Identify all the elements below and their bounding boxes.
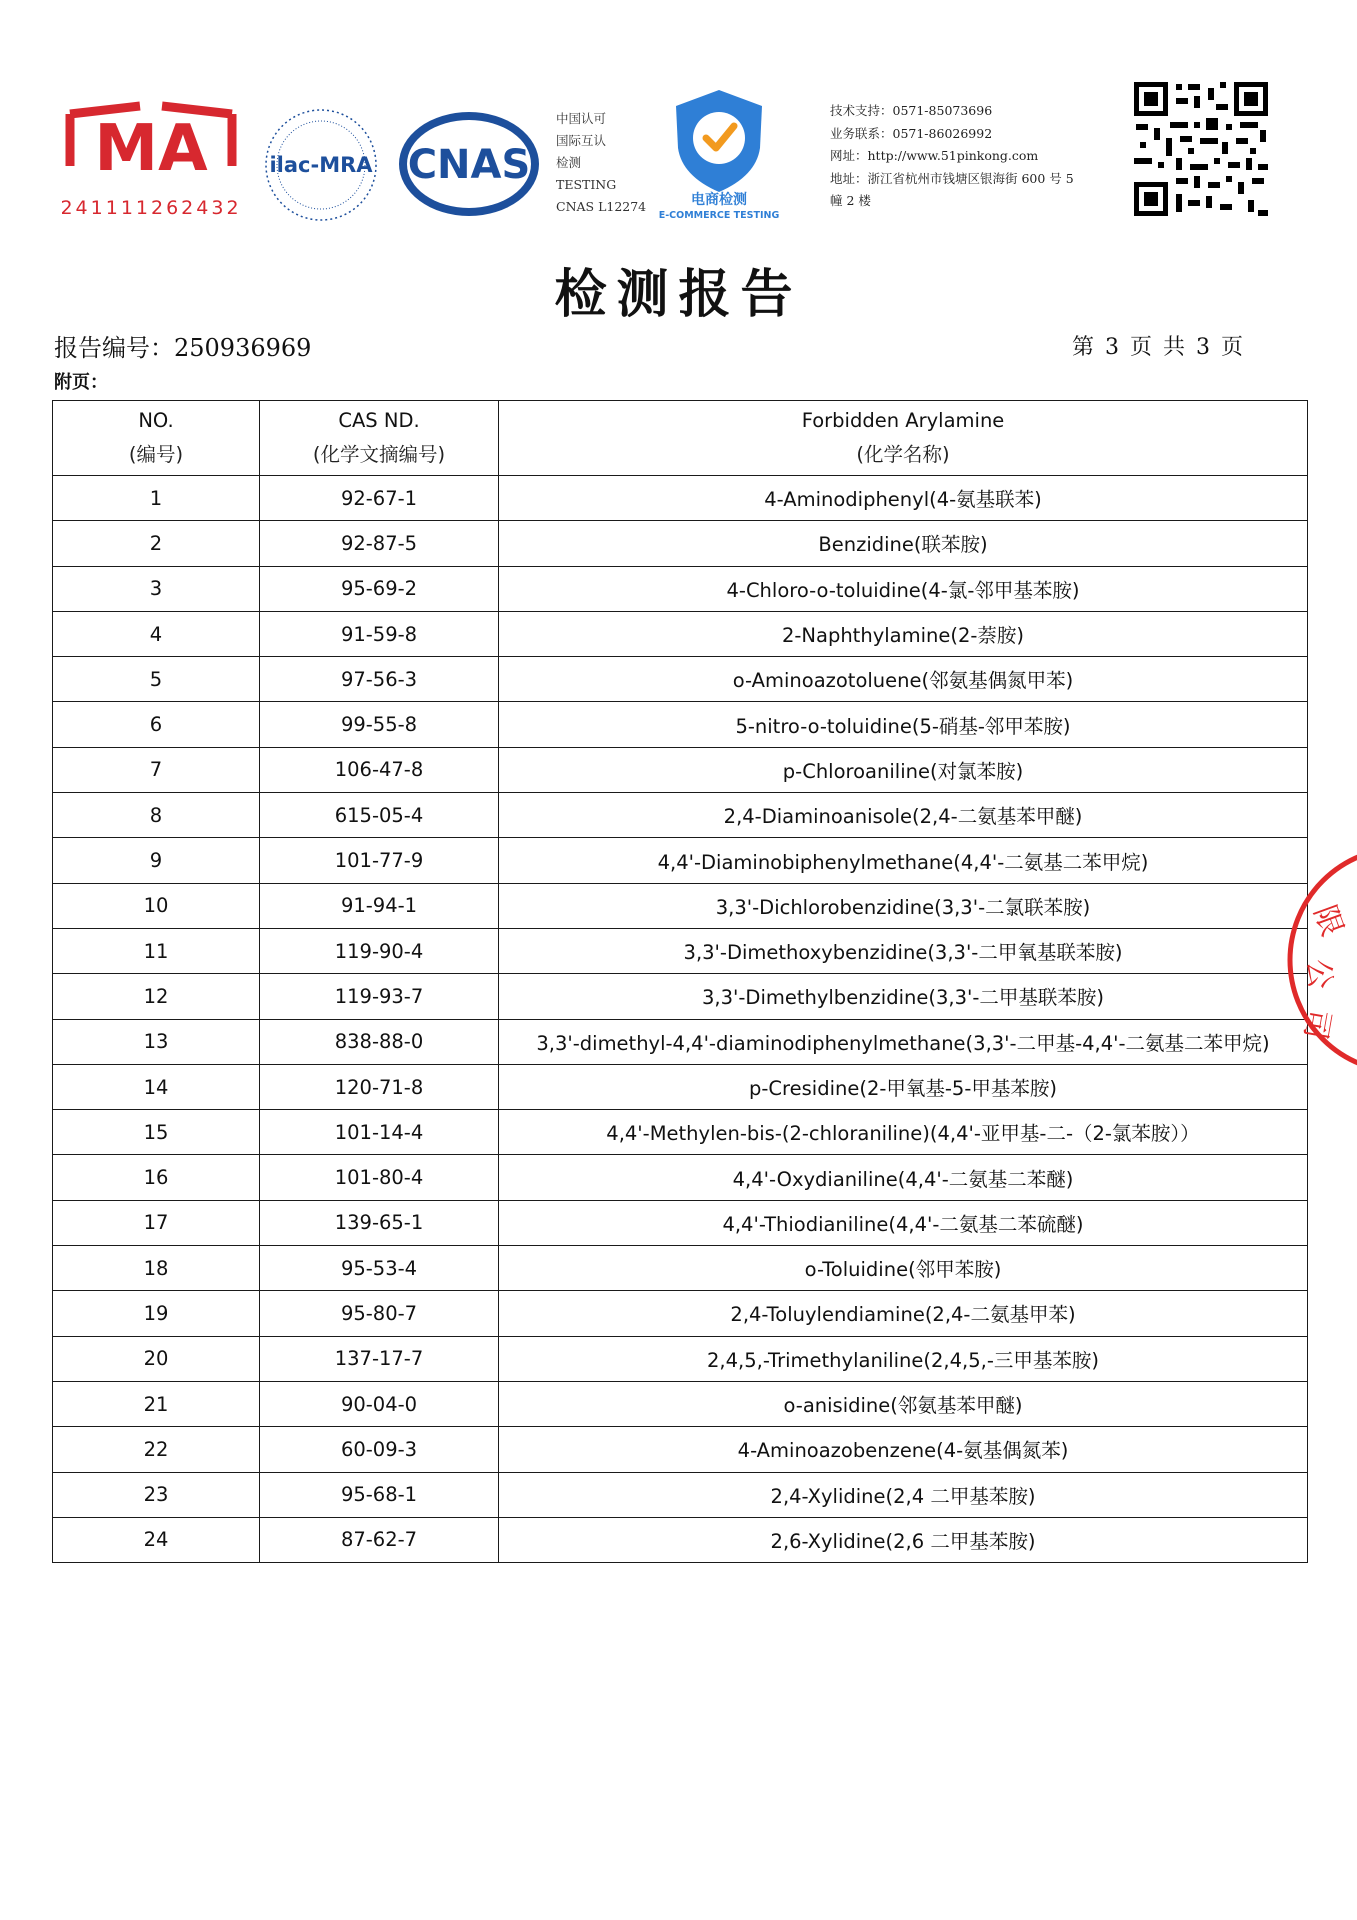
table-row	[53, 747, 1308, 792]
row-number: 24	[53, 1517, 260, 1562]
cas-number: 119-90-4	[260, 928, 499, 973]
chemical-name: 3,3'-Dichlorobenzidine(3,3'-二氯联苯胺)	[499, 883, 1308, 928]
svg-text:公: 公	[1300, 957, 1338, 991]
row-number: 20	[53, 1336, 260, 1381]
chemical-name: p-Chloroaniline(对氯苯胺)	[499, 747, 1308, 792]
chemical-name: o-Aminoazotoluene(邻氨基偶氮甲苯)	[499, 657, 1308, 702]
table-row	[53, 702, 1308, 747]
table-row	[53, 1472, 1308, 1517]
chemical-name: o-Toluidine(邻甲苯胺)	[499, 1246, 1308, 1291]
header-name-en: Forbidden Arylamine	[801, 409, 1005, 432]
row-number: 13	[53, 1019, 260, 1064]
cas-number: 92-87-5	[260, 521, 499, 566]
address-line-1: 地址：浙江省杭州市钱塘区银海街 600 号 5	[830, 170, 1074, 186]
cas-number: 137-17-7	[260, 1336, 499, 1381]
table-row	[53, 521, 1308, 566]
header-name	[499, 401, 1308, 476]
cnas-line: 检测	[556, 155, 582, 170]
row-number: 23	[53, 1472, 260, 1517]
row-number: 8	[53, 793, 260, 838]
row-number: 22	[53, 1427, 260, 1472]
cas-number: 838-88-0	[260, 1019, 499, 1064]
cas-number: 120-71-8	[260, 1064, 499, 1109]
chemical-name: 5-nitro-o-toluidine(5-硝基-邻甲苯胺)	[499, 702, 1308, 747]
arylamine-table	[52, 400, 1308, 1563]
table-row	[53, 1517, 1308, 1562]
table-row	[53, 974, 1308, 1019]
table-row	[53, 1336, 1308, 1381]
table-row	[53, 476, 1308, 521]
table-row	[53, 1110, 1308, 1155]
cas-number: 119-93-7	[260, 974, 499, 1019]
cma-number: 241111262432	[62, 197, 240, 219]
row-number: 11	[53, 928, 260, 973]
table-row	[53, 1200, 1308, 1245]
ecommerce-testing-logo-icon	[652, 86, 787, 220]
cas-number: 91-94-1	[260, 883, 499, 928]
cas-number: 95-68-1	[260, 1472, 499, 1517]
table-row	[53, 1381, 1308, 1426]
chemical-name: Benzidine(联苯胺)	[499, 521, 1308, 566]
svg-text:司: 司	[1296, 1006, 1337, 1043]
document-title: 检测报告	[554, 264, 803, 325]
cas-number: 95-80-7	[260, 1291, 499, 1336]
chemical-name: 4,4'-Methylen-bis-(2-chloraniline)(4,4'-亚甲基-二-（2-氯苯胺））	[499, 1110, 1308, 1155]
cas-number: 139-65-1	[260, 1200, 499, 1245]
cas-number: 91-59-8	[260, 611, 499, 656]
official-seal-icon	[1252, 840, 1357, 1080]
cnas-line: CNAS L12274	[556, 199, 647, 214]
cas-number: 615-05-4	[260, 793, 499, 838]
address-line-2: 幢 2 楼	[830, 193, 871, 208]
cma-logo-icon	[62, 96, 240, 226]
ilac-logo-text: ilac-MRA	[269, 153, 373, 177]
ecommerce-en-text: E-COMMERCE TESTING	[658, 210, 780, 220]
table-row	[53, 1019, 1308, 1064]
row-number: 10	[53, 883, 260, 928]
row-number: 2	[53, 521, 260, 566]
report-number: 报告编号：250936969	[54, 334, 312, 362]
cas-number: 97-56-3	[260, 657, 499, 702]
chemical-name: 4-Aminodiphenyl(4-氨基联苯)	[499, 476, 1308, 521]
table-row	[53, 1246, 1308, 1291]
header-cas-en: CAS ND.	[338, 409, 420, 432]
table-body	[53, 476, 1308, 1563]
table-header-row	[53, 401, 1308, 476]
cas-number: 101-77-9	[260, 838, 499, 883]
cas-number: 90-04-0	[260, 1381, 499, 1426]
cnas-line: TESTING	[556, 177, 617, 192]
chemical-name: 2,4-Toluylendiamine(2,4-二氨基甲苯)	[499, 1291, 1308, 1336]
row-number: 21	[53, 1381, 260, 1426]
chemical-name: 4,4'-Oxydianiline(4,4'-二氨基二苯醚)	[499, 1155, 1308, 1200]
header-no-cn: (编号)	[128, 443, 184, 466]
row-number: 14	[53, 1064, 260, 1109]
cas-number: 101-14-4	[260, 1110, 499, 1155]
cas-number: 95-53-4	[260, 1246, 499, 1291]
cas-number: 99-55-8	[260, 702, 499, 747]
header-name-cn: (化学名称)	[856, 443, 950, 466]
chemical-name: 3,3'-dimethyl-4,4'-diaminodiphenylmethane(3,3'-二甲基-4,4'-二氨基二苯甲烷)	[499, 1019, 1308, 1064]
cas-number: 92-67-1	[260, 476, 499, 521]
table-row	[53, 883, 1308, 928]
table-row	[53, 1291, 1308, 1336]
svg-text:限: 限	[1306, 900, 1350, 941]
row-number: 5	[53, 657, 260, 702]
row-number: 17	[53, 1200, 260, 1245]
table-row	[53, 1427, 1308, 1472]
chemical-name: 2,6-Xylidine(2,6 二甲基苯胺)	[499, 1517, 1308, 1562]
chemical-name: 2,4-Xylidine(2,4 二甲基苯胺)	[499, 1472, 1308, 1517]
header-cas	[260, 401, 499, 476]
cas-number: 60-09-3	[260, 1427, 499, 1472]
row-number: 7	[53, 747, 260, 792]
cas-number: 106-47-8	[260, 747, 499, 792]
cnas-line: 国际互认	[556, 133, 607, 148]
row-number: 15	[53, 1110, 260, 1155]
chemical-name: 4,4'-Diaminobiphenylmethane(4,4'-二氨基二苯甲烷)	[499, 838, 1308, 883]
chemical-name: 4,4'-Thiodianiline(4,4'-二氨基二苯硫醚)	[499, 1200, 1308, 1245]
table-row	[53, 566, 1308, 611]
table-row	[53, 928, 1308, 973]
chemical-name: 2,4,5,-Trimethylaniline(2,4,5,-三甲基苯胺)	[499, 1336, 1308, 1381]
contact-info	[830, 100, 1120, 213]
row-number: 1	[53, 476, 260, 521]
chemical-name: 2-Naphthylamine(2-萘胺)	[499, 611, 1308, 656]
cnas-accreditation-text	[556, 108, 646, 218]
cma-logo-text: MA	[94, 112, 208, 186]
row-number: 12	[53, 974, 260, 1019]
header-cas-cn: (化学文摘编号)	[312, 443, 446, 466]
ilac-mra-logo-icon	[262, 106, 380, 224]
chemical-name: 3,3'-Dimethylbenzidine(3,3'-二甲基联苯胺)	[499, 974, 1308, 1019]
row-number: 4	[53, 611, 260, 656]
table-row	[53, 611, 1308, 656]
chemical-name: 4-Chloro-o-toluidine(4-氯-邻甲基苯胺)	[499, 566, 1308, 611]
chemical-name: 3,3'-Dimethoxybenzidine(3,3'-二甲氧基联苯胺)	[499, 928, 1308, 973]
header-no	[53, 401, 260, 476]
chemical-name: p-Cresidine(2-甲氧基-5-甲基苯胺)	[499, 1064, 1308, 1109]
cnas-logo-icon	[396, 108, 542, 220]
ecommerce-cn-text: 电商检测	[691, 192, 747, 208]
row-number: 19	[53, 1291, 260, 1336]
appendix-label: 附页：	[54, 372, 108, 393]
cnas-line: 中国认可	[556, 111, 607, 126]
cnas-logo-text: CNAS	[407, 142, 531, 188]
header-no-en: NO.	[138, 409, 174, 432]
row-number: 16	[53, 1155, 260, 1200]
table-row	[53, 793, 1308, 838]
table-row	[53, 1155, 1308, 1200]
cas-number: 95-69-2	[260, 566, 499, 611]
cas-number: 101-80-4	[260, 1155, 499, 1200]
row-number: 6	[53, 702, 260, 747]
chemical-name: 4-Aminoazobenzene(4-氨基偶氮苯)	[499, 1427, 1308, 1472]
table-row	[53, 838, 1308, 883]
row-number: 3	[53, 566, 260, 611]
row-number: 9	[53, 838, 260, 883]
website-line: 网址：http://www.51pinkong.com	[830, 148, 1039, 163]
row-number: 18	[53, 1246, 260, 1291]
tech-support-line: 技术支持：0571-85073696	[830, 103, 993, 118]
chemical-name: o-anisidine(邻氨基苯甲醚)	[499, 1381, 1308, 1426]
cas-number: 87-62-7	[260, 1517, 499, 1562]
table-row	[53, 657, 1308, 702]
chemical-name: 2,4-Diaminoanisole(2,4-二氨基苯甲醚)	[499, 793, 1308, 838]
table-header	[53, 401, 1308, 476]
table-row	[53, 1064, 1308, 1109]
qr-code-icon	[1130, 78, 1272, 220]
page-indicator: 第 3 页 共 3 页	[1072, 335, 1245, 360]
business-line: 业务联系：0571-86026992	[830, 125, 993, 141]
